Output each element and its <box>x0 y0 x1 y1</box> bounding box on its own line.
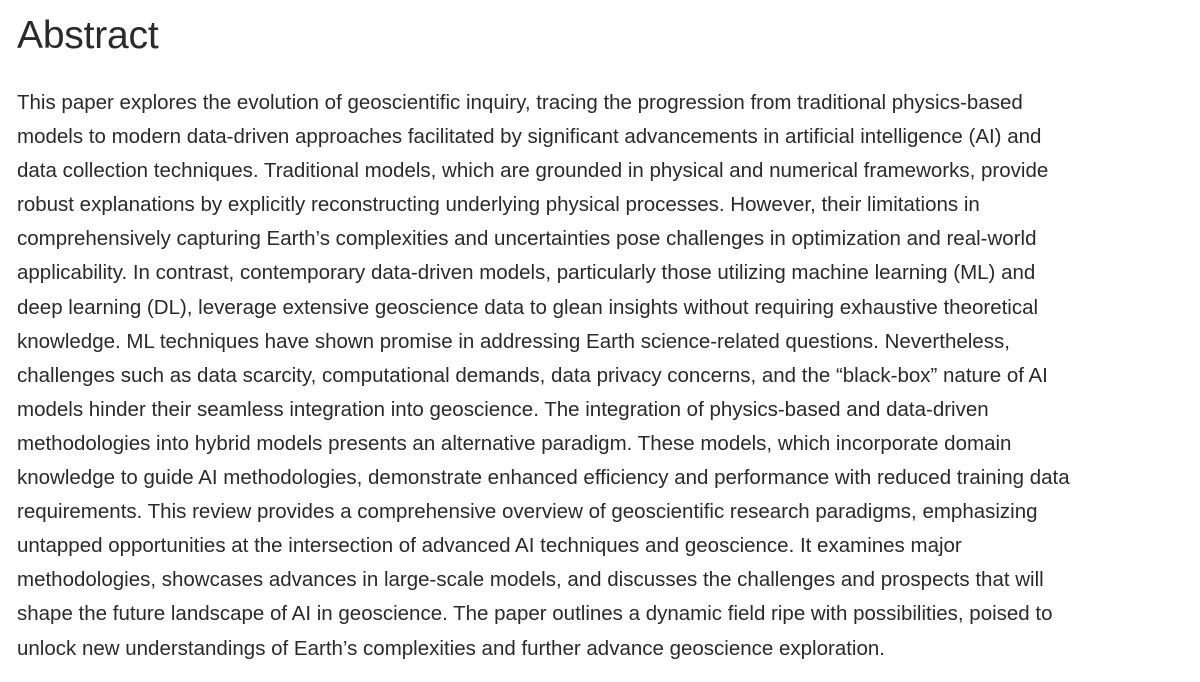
abstract-line: deep learning (DL), leverage extensive geoscience data to glean insights without requiring exhaustive theoretical <box>17 295 1039 319</box>
abstract-line: unlock new understandings of Earth’s complexities and further advance geoscience exploration. <box>17 636 885 660</box>
abstract-line: comprehensively capturing Earth’s complexities and uncertainties pose challenges in optimization and real-world <box>17 227 1037 251</box>
abstract-line: applicability. In contrast, contemporary data-driven models, particularly those utilizing machine learning (ML) and <box>17 261 1036 285</box>
abstract-line: challenges such as data scarcity, computational demands, data privacy concerns, and the “black-box” nature of AI <box>17 363 1048 387</box>
abstract-line: data collection techniques. Traditional models, which are grounded in physical and numerical frameworks, provide <box>17 159 1049 183</box>
abstract-line: robust explanations by explicitly reconstructing underlying physical processes. However, their limitations in <box>17 193 980 217</box>
abstract-paragraph <box>17 86 1187 666</box>
abstract-line: knowledge to guide AI methodologies, demonstrate enhanced efficiency and performance with reduced training data <box>17 466 1070 490</box>
abstract-heading: Abstract <box>17 14 159 57</box>
abstract-line: requirements. This review provides a comprehensive overview of geoscientific research paradigms, emphasizing <box>17 500 1038 524</box>
abstract-line: methodologies into hybrid models presents an alternative paradigm. These models, which incorporate domain <box>17 431 1012 455</box>
abstract-line: knowledge. ML techniques have shown promise in addressing Earth science-related questions. Nevertheless, <box>17 329 1010 353</box>
abstract-line: shape the future landscape of AI in geoscience. The paper outlines a dynamic field ripe with possibilities, poised to <box>17 602 1053 626</box>
abstract-line: methodologies, showcases advances in large-scale models, and discusses the challenges and prospects that will <box>17 568 1044 592</box>
abstract-line: This paper explores the evolution of geoscientific inquiry, tracing the progression from traditional physics-based <box>17 91 1023 114</box>
abstract-section <box>17 0 1187 666</box>
abstract-line: models hinder their seamless integration into geoscience. The integration of physics-based and data-driven <box>17 397 989 421</box>
abstract-line: models to modern data-driven approaches facilitated by significant advancements in artificial intelligence (AI) and <box>17 125 1042 149</box>
abstract-line: untapped opportunities at the intersection of advanced AI techniques and geoscience. It examines major <box>17 534 962 558</box>
